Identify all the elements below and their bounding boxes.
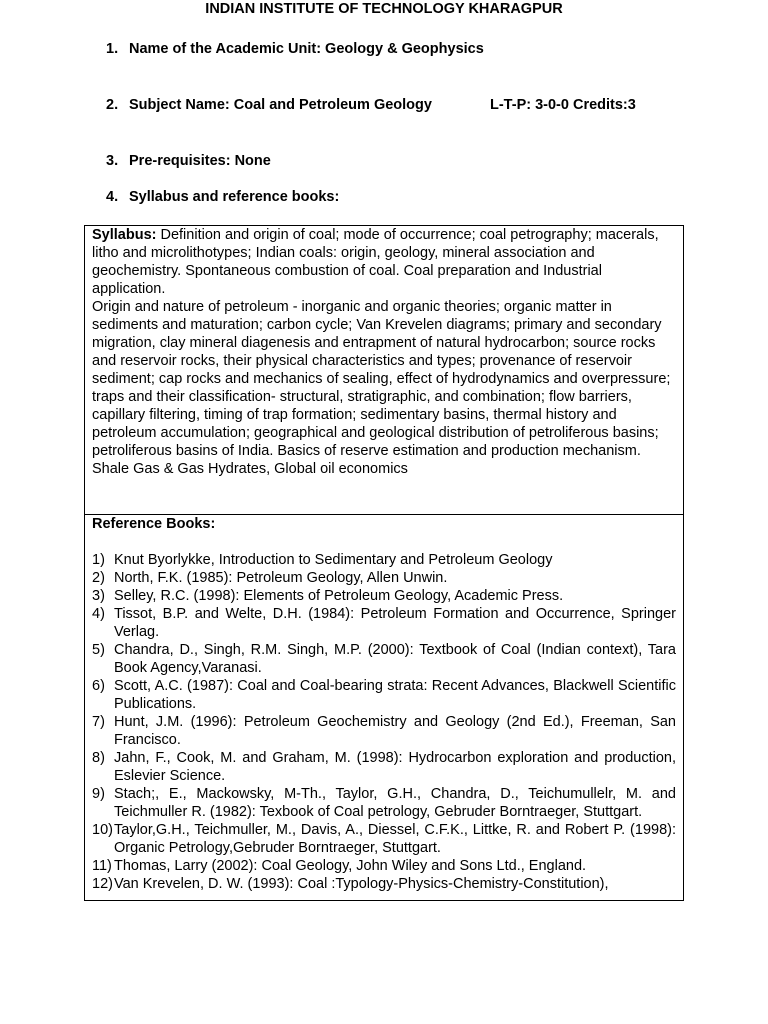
reference-item [92, 551, 676, 569]
reference-text: Jahn, F., Cook, M. and Graham, M. (1998): Hydrocarbon exploration and production, Eslevier Science. [114, 750, 676, 784]
reference-text: Knut Byorlykke, Introduction to Sedimentary and Petroleum Geology [114, 552, 553, 568]
academic-unit-line [106, 40, 484, 58]
reference-list [92, 551, 676, 893]
reference-number: 12) [92, 876, 113, 892]
item-number: 3. [106, 153, 119, 169]
reference-books-box [84, 514, 684, 901]
reference-item [92, 821, 676, 857]
syllabus-coal-text: Definition and origin of coal; mode of occurrence; coal petrography; macerals, litho and microlithotypes; Indian coals: origin, geology, mineral association and geochemistry. Spontaneous combustion of coal. Coal preparation and Industrial application. [92, 227, 659, 297]
syllabus-heading-text: Syllabus and reference books: [129, 189, 340, 205]
syllabus-heading-line [106, 188, 339, 206]
reference-text: Van Krevelen, D. W. (1993): Coal :Typology-Physics-Chemistry-Constitution), [114, 876, 609, 892]
item-number: 1. [106, 41, 119, 57]
item-number: 4. [106, 189, 119, 205]
reference-item [92, 857, 676, 875]
reference-item [92, 677, 676, 713]
syllabus-label: Syllabus: [92, 227, 157, 243]
academic-unit-text: Name of the Academic Unit: Geology & Geophysics [129, 41, 484, 57]
reference-item [92, 641, 676, 677]
ltp-credits: L-T-P: 3-0-0 Credits:3 [490, 97, 636, 113]
reference-number: 4) [92, 606, 105, 622]
reference-item [92, 785, 676, 821]
reference-number: 10) [92, 822, 113, 838]
reference-number: 5) [92, 642, 105, 658]
reference-text: Hunt, J.M. (1996): Petroleum Geochemistry and Geology (2nd Ed.), Freeman, San Francisco. [114, 714, 676, 748]
item-number: 2. [106, 97, 119, 113]
reference-item [92, 605, 676, 641]
reference-text: Scott, A.C. (1987): Coal and Coal-bearing strata: Recent Advances, Blackwell Scientific Publications. [114, 678, 676, 712]
reference-item [92, 875, 676, 893]
reference-number: 1) [92, 552, 105, 568]
prerequisites-text: Pre-requisites: None [129, 153, 271, 169]
reference-text: Stach;, E., Mackowsky, M-Th., Taylor, G.H., Chandra, D., Teichumullelr, M. and Teichmuller R. (1982): Texbook of Coal petrology, Gebruder Borntraeger, Stuttgart. [114, 786, 676, 820]
reference-number: 9) [92, 786, 105, 802]
reference-text: Taylor,G.H., Teichmuller, M., Davis, A., Diessel, C.F.K., Littke, R. and Robert P. (1998): Organic Petrology,Gebruder Borntraeger, Stuttgart. [114, 822, 676, 856]
syllabus-box [84, 225, 684, 515]
syllabus-paragraph-coal [92, 226, 676, 298]
reference-item [92, 749, 676, 785]
reference-item [92, 587, 676, 605]
subject-name-text: Subject Name: Coal and Petroleum Geology [129, 97, 432, 113]
reference-number: 2) [92, 570, 105, 586]
reference-item [92, 569, 676, 587]
reference-number: 7) [92, 714, 105, 730]
reference-number: 6) [92, 678, 105, 694]
syllabus-paragraph-petroleum: Origin and nature of petroleum - inorganic and organic theories; organic matter in sediments and maturation; carbon cycle; Van Krevelen diagrams; primary and secondary migration, clay mineral diagenesis and entrapment of natural hydrocarbon; source rocks and reservoir rocks, their physical characteristics and types; provenance of reservoir sediment; cap rocks and mechanics of sealing, effect of hydrodynamics and overpressure; traps and their classification- structural, stratigraphic, and combination; flow barriers, capillary filtering, timing of trap formation; sedimentary basins, thermal history and petroleum accumulation; geographical and geological distribution of petroliferous basins; petroliferous basins of India. Basics of reserve estimation and production mechanism. Shale Gas & Gas Hydrates, Global oil economics [92, 299, 671, 477]
reference-item [92, 713, 676, 749]
reference-text: Thomas, Larry (2002): Coal Geology, John Wiley and Sons Ltd., England. [114, 858, 587, 874]
prerequisites-line [106, 152, 271, 170]
reference-number: 11) [92, 858, 112, 874]
reference-text: Tissot, B.P. and Welte, D.H. (1984): Petroleum Formation and Occurrence, Springer Verlag. [114, 606, 676, 640]
reference-text: Selley, R.C. (1998): Elements of Petroleum Geology, Academic Press. [114, 588, 564, 604]
reference-books-heading: Reference Books: [92, 516, 216, 532]
reference-text: Chandra, D., Singh, R.M. Singh, M.P. (2000): Textbook of Coal (Indian context), Tara Book Agency,Varanasi. [114, 642, 676, 676]
reference-number: 8) [92, 750, 105, 766]
subject-name-line [106, 96, 636, 114]
page-title: INDIAN INSTITUTE OF TECHNOLOGY KHARAGPUR [205, 1, 563, 17]
reference-text: North, F.K. (1985): Petroleum Geology, Allen Unwin. [114, 570, 448, 586]
reference-number: 3) [92, 588, 105, 604]
